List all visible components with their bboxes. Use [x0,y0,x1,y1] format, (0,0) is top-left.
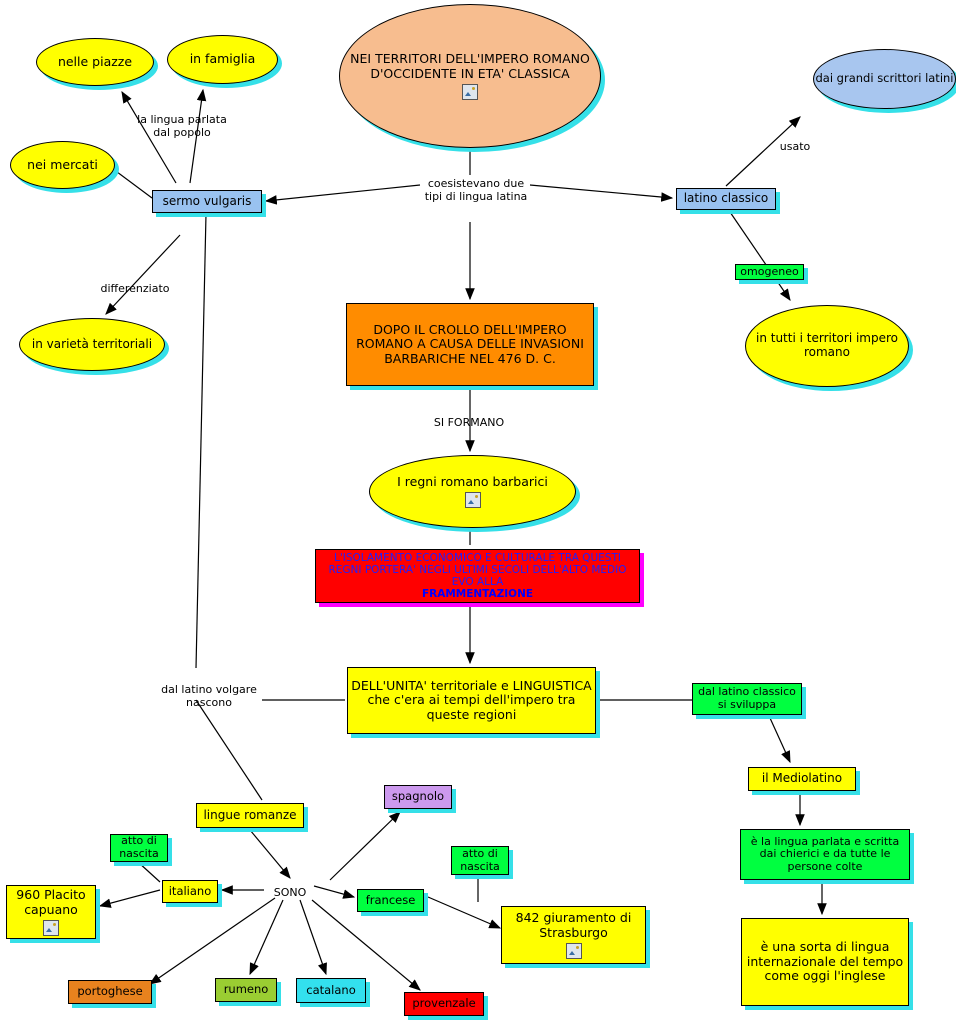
image-icon[interactable] [465,492,481,508]
node-label: atto di nascita [460,846,500,873]
edge-label: usato [779,140,811,153]
node-label: dal latino classico si sviluppa [698,685,796,711]
node-label: omogeneo [740,264,799,278]
concept-node[interactable] [110,834,168,862]
node-label: NEI TERRITORI DELL'IMPERO ROMANO D'OCCIDENTE IN ETA' CLASSICA [350,51,590,81]
concept-node[interactable] [167,35,278,84]
node-label: il Mediolatino [761,771,843,786]
concept-node[interactable] [384,785,452,809]
node-label: DOPO IL CROLLO DELL'IMPERO ROMANO A CAUSA DELLE INVASIONI BARBARICHE NEL 476 D. C. [356,321,584,366]
concept-node[interactable] [813,49,956,109]
node-label: è la lingua parlata e scritta dai chierici e da tutte le persone colte [750,834,900,873]
node-label: catalano [306,982,356,997]
concept-node[interactable] [740,829,910,880]
concept-node[interactable] [748,767,856,791]
concept-node[interactable] [315,549,640,603]
node-label: italiano [168,883,212,898]
connector [300,900,326,974]
node-label: spagnolo [391,789,445,804]
connector [314,886,354,897]
node-label: in famiglia [189,51,256,67]
edge-label: la lingua parlata dal popolo [137,113,227,140]
concept-node[interactable] [745,305,909,387]
node-label: L'ISOLAMENTO ECONOMICO E CULTURALE TRA QUESTI REGNI PORTERA' NEGLI ULTIMI SECOLI DELL'ALTO MEDIO EVO ALLA [328,551,627,588]
image-icon[interactable] [43,920,59,936]
node-label: atto di nascita [119,834,159,860]
node-label-emphasis: FRAMMENTAZIONE [421,588,534,601]
node-label: in tutti i territori impero romano [755,331,898,359]
node-label: portoghese [77,984,143,999]
node-label: latino classico [683,191,769,206]
image-icon[interactable] [462,84,478,100]
node-label: è una sorta di lingua internazionale del tempo come oggi l'inglese [746,939,904,984]
node-label: nelle piazze [57,53,133,69]
concept-node[interactable] [501,906,646,964]
connector [770,718,790,762]
concept-node[interactable] [296,978,366,1003]
concept-node[interactable] [68,980,152,1004]
image-icon[interactable] [566,943,582,959]
concept-node[interactable] [741,918,909,1006]
concept-node[interactable] [676,188,776,210]
connector [106,235,180,314]
node-label: nei mercati [27,156,98,172]
node-label: 842 giuramento di Strasburgo [515,910,632,940]
edge-label: coesistevano due tipi di lingua latina [424,177,528,204]
concept-node[interactable] [347,667,596,734]
concept-node[interactable] [6,885,96,939]
node-label: 960 Placito capuano [16,887,86,917]
connector [330,812,400,880]
connector [100,890,160,906]
edge-label: SONO [273,886,307,899]
connector [138,862,160,882]
connector [428,897,500,928]
node-label: sermo vulgaris [162,193,252,208]
edge-label: SI FORMANO [433,416,505,429]
node-label: francese [365,892,416,907]
concept-node[interactable] [152,190,262,213]
node-label: rumeno [223,982,269,997]
concept-node[interactable] [339,4,601,148]
edge-label: dal latino volgare nascono [161,683,257,710]
node-label: DELL'UNITA' territoriale e LINGUISTICA che c'era ai tempi dell'impero tra queste regioni [351,677,592,722]
connector [530,185,672,198]
concept-node[interactable] [10,141,115,189]
connector [730,212,790,300]
concept-node[interactable] [735,264,804,280]
edge-label: differenziato [100,282,170,295]
connector [150,898,275,984]
concept-node[interactable] [215,978,277,1002]
concept-node[interactable] [451,846,509,875]
concept-node[interactable] [36,38,154,86]
concept-node[interactable] [196,803,304,828]
node-label: I regni romano barbarici [397,473,548,489]
node-label: lingue romanze [203,807,297,822]
concept-node[interactable] [692,683,802,715]
concept-node[interactable] [346,303,594,386]
connector [250,830,290,878]
concept-node[interactable] [162,880,218,903]
connector [312,900,420,990]
node-label: dai grandi scrittori latini [815,71,954,86]
node-label: in varietà territoriali [31,336,153,351]
connector [266,185,420,201]
concept-node[interactable] [357,889,424,912]
connector [196,700,262,800]
concept-node[interactable] [404,992,484,1016]
node-label: provenzale [412,996,476,1011]
connector [196,214,206,668]
concept-node[interactable] [369,455,576,528]
concept-node[interactable] [19,318,165,371]
